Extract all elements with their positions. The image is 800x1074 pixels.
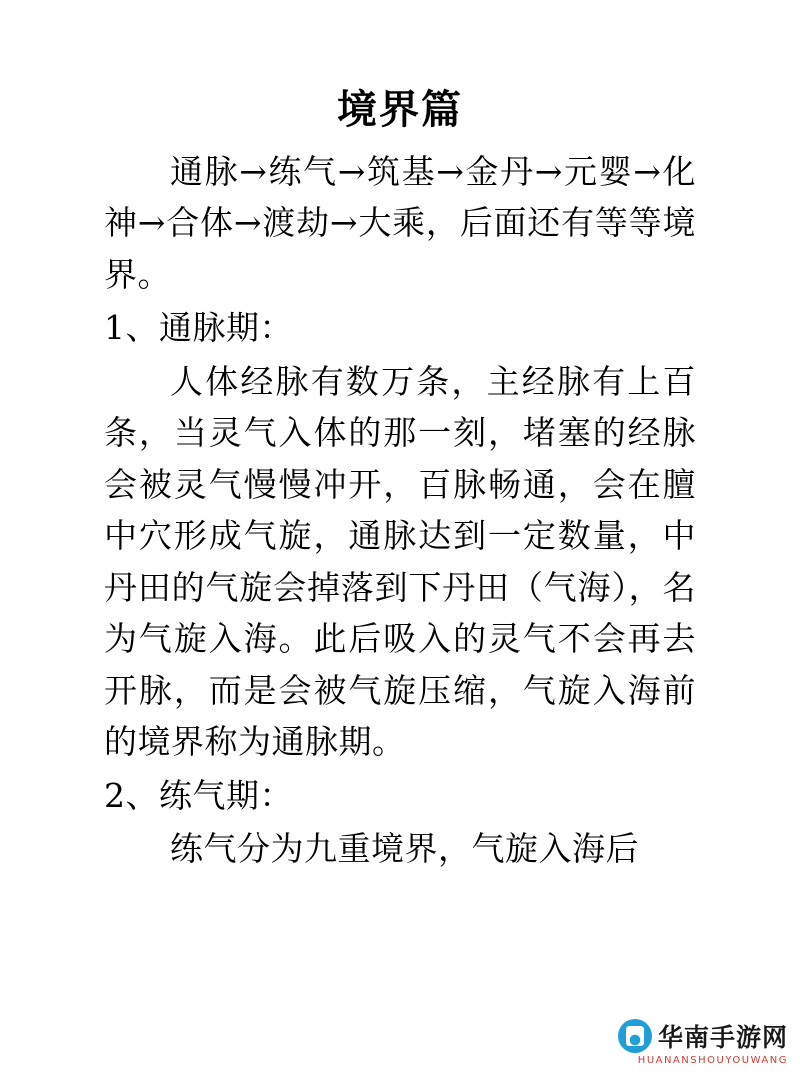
page-title: 境界篇 xyxy=(337,86,463,133)
watermark-row xyxy=(618,1018,788,1054)
watermark-pinyin: HUANANSHOUYOUWANG xyxy=(637,1055,788,1066)
watermark xyxy=(618,1018,788,1066)
paragraph-realm-chain: 通脉→练气→筑基→金丹→元婴→化神→合体→渡劫→大乘，后面还有等等境界。 xyxy=(104,152,696,294)
watermark-brand: 华南手游网 xyxy=(657,1023,788,1052)
paragraph-section-1-body: 人体经脉有数万条，主经脉有上百条，当灵气入体的那一刻，堵塞的经脉会被灵气慢慢冲开，百脉畅通，会在膻中穴形成气旋，通脉达到一定数量，中丹田的气旋会掉落到下丹田（气海），名为气旋入海。此后吸入的灵气不会再去开脉，而是会被气旋压缩，气旋入海前的境界称为通脉期。 xyxy=(104,361,696,762)
heading-section-2: 2、练气期： xyxy=(104,775,293,815)
paragraph-section-2-body: 练气分为九重境界，气旋入海后 xyxy=(170,829,639,869)
game-controller-icon xyxy=(618,1019,652,1053)
heading-section-1: 1、通脉期： xyxy=(104,308,293,348)
